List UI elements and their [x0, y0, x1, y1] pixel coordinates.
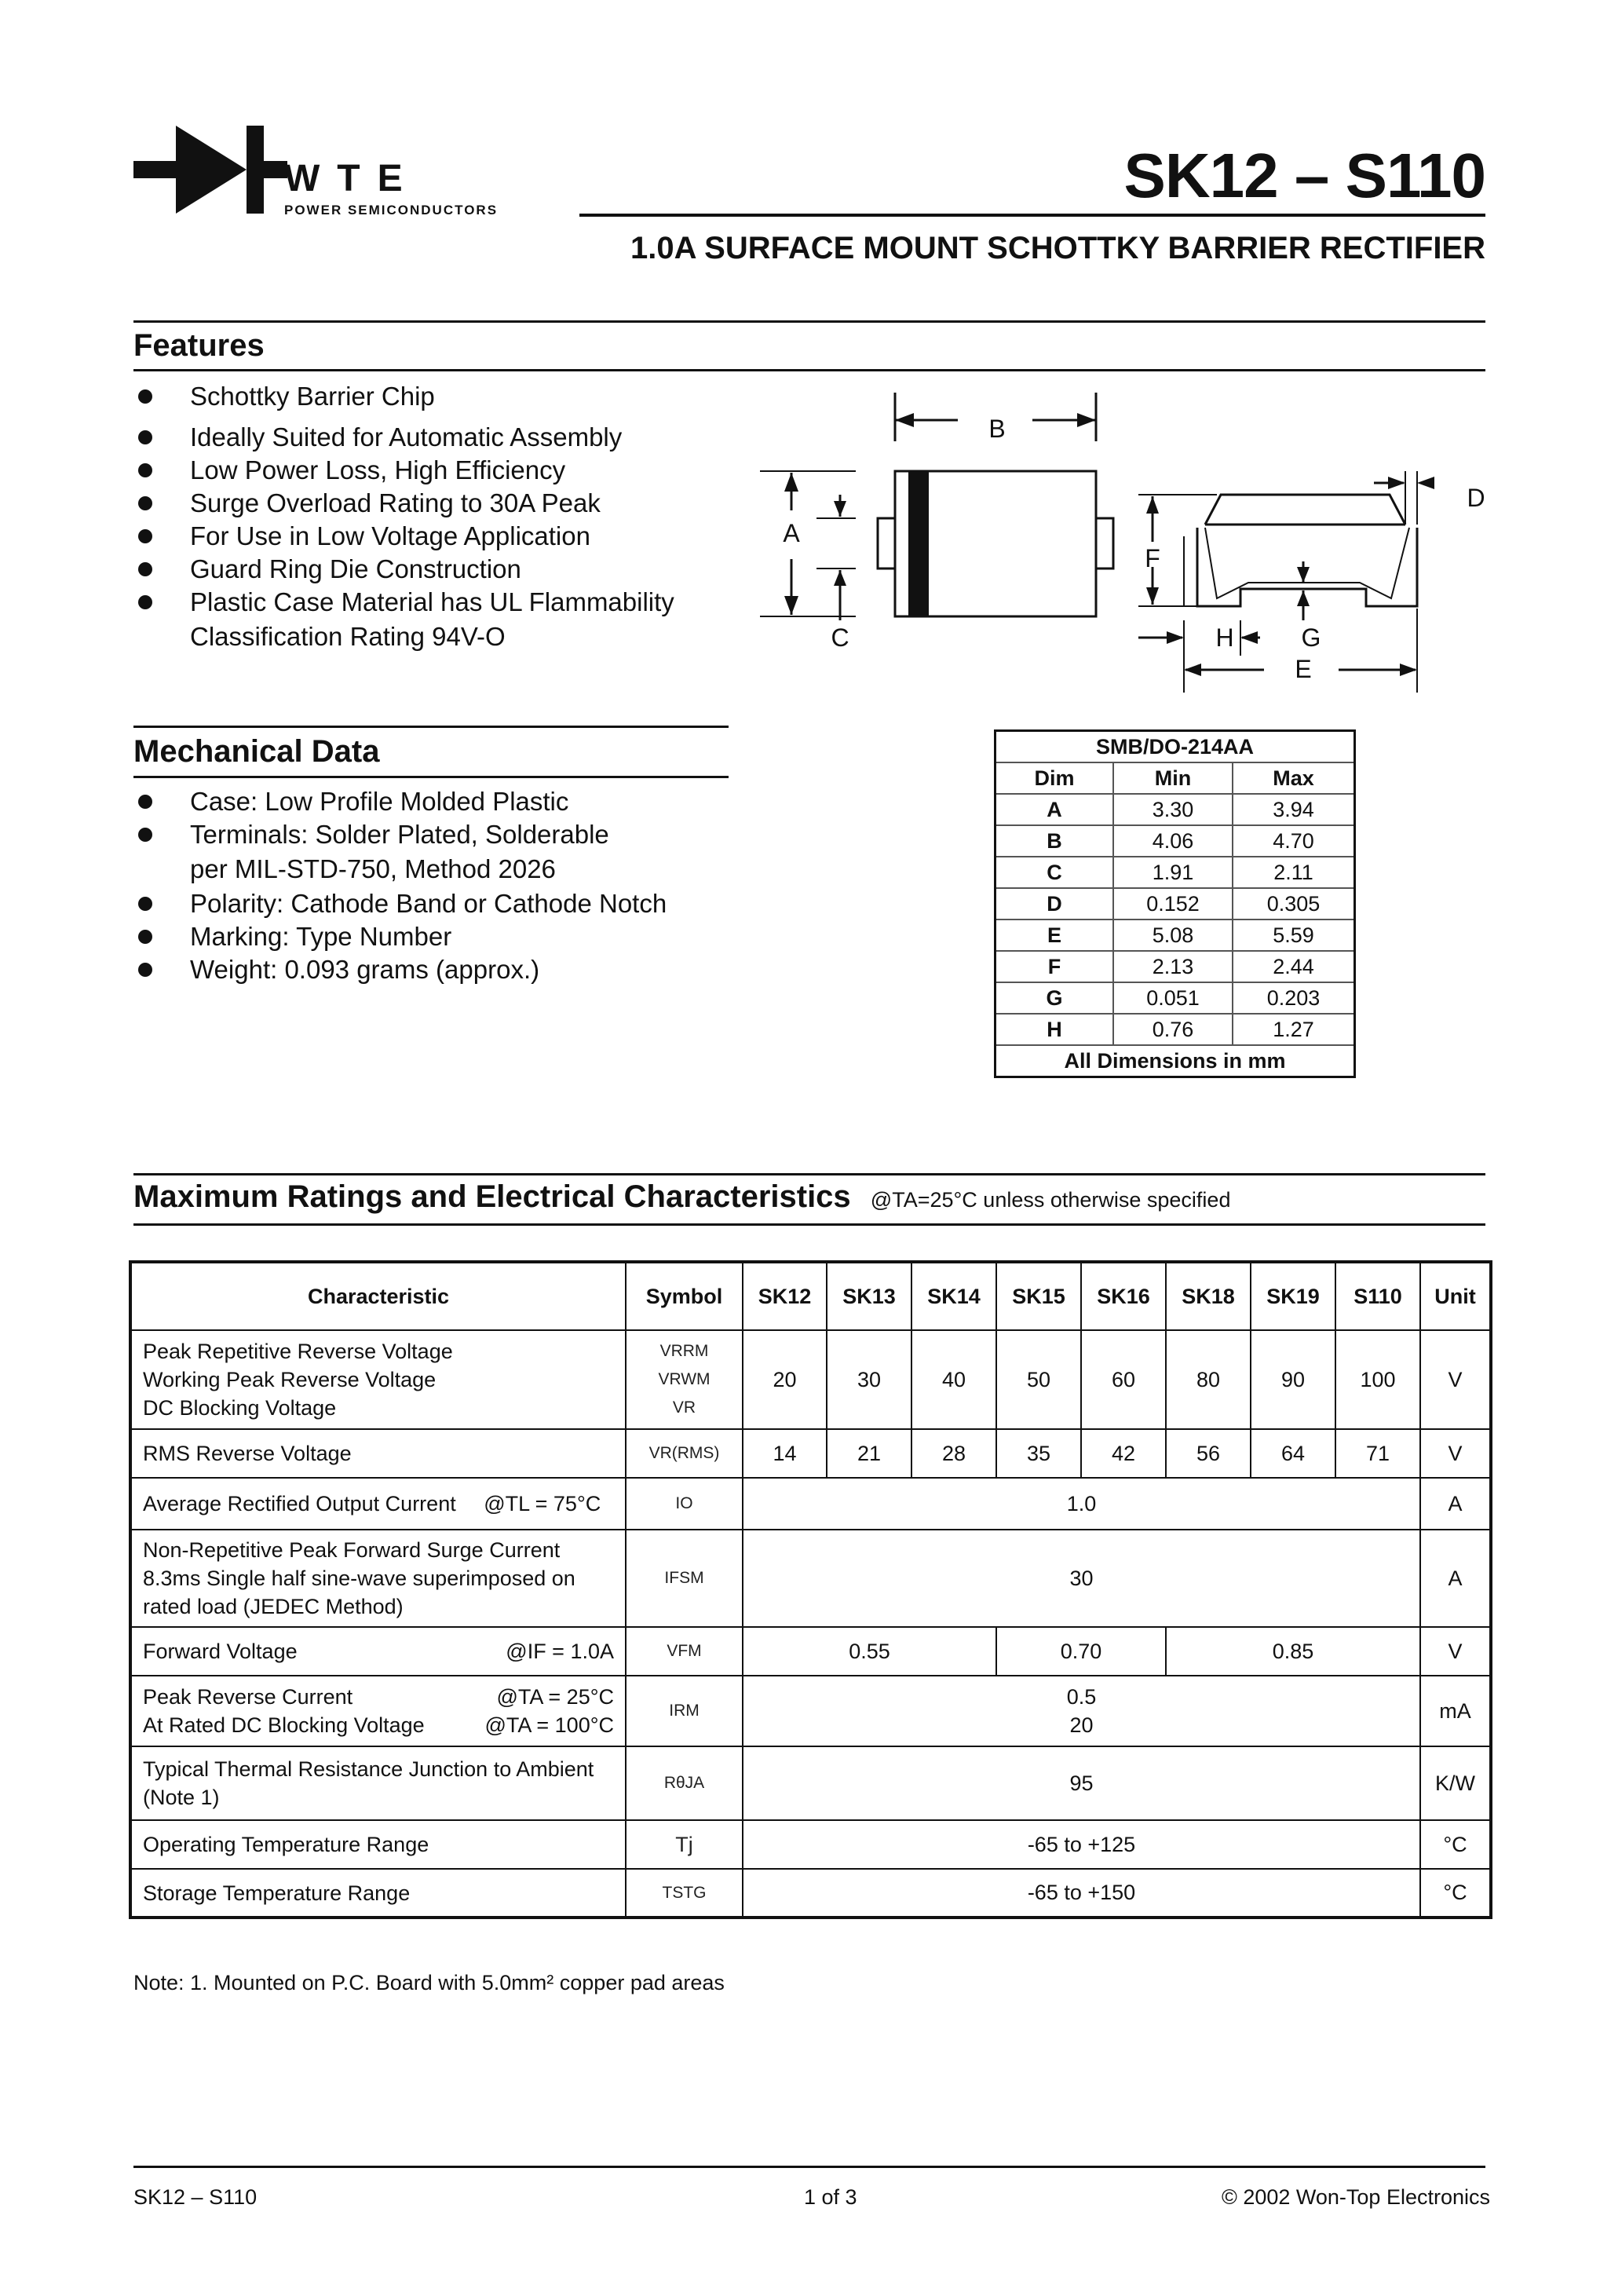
- max-header: Max: [1233, 762, 1355, 794]
- value-cell: 64: [1251, 1429, 1335, 1478]
- feature-item: For Use in Low Voltage Application: [133, 520, 674, 553]
- value-cell: 20: [743, 1330, 827, 1429]
- dim-cell: A: [995, 794, 1114, 825]
- package-name: SMB/DO-214AA: [995, 731, 1355, 763]
- table-row: [995, 919, 1355, 951]
- lead-left: [878, 518, 895, 569]
- value-cell: -65 to +150: [743, 1869, 1420, 1918]
- characteristic-cell: [130, 1627, 626, 1676]
- features-rule-bottom: [133, 369, 1485, 371]
- mechanical-item: Terminals: Solder Plated, Solderable: [133, 818, 609, 851]
- char-text: Average Rectified Output Current: [143, 1492, 456, 1515]
- dim-label-e: E: [1295, 655, 1312, 683]
- table-row: [130, 1429, 1491, 1478]
- condition-text: @TA = 25°C: [496, 1685, 614, 1709]
- dim-label-c: C: [831, 623, 849, 652]
- ratings-header-row: [130, 1262, 1491, 1330]
- mechanical-rule-top: [133, 726, 729, 728]
- value-cell: -65 to +125: [743, 1820, 1420, 1869]
- max-cell: 4.70: [1233, 825, 1355, 857]
- max-cell: 1.27: [1233, 1014, 1355, 1045]
- value-cell: 14: [743, 1429, 827, 1478]
- footer-rule: [133, 2166, 1485, 2168]
- dim-cell: F: [995, 951, 1114, 982]
- table-row: [995, 794, 1355, 825]
- dimension-table: [994, 729, 1356, 1078]
- value-cell: 35: [996, 1429, 1081, 1478]
- value-cell: 21: [827, 1429, 911, 1478]
- document-subtitle: 1.0A SURFACE MOUNT SCHOTTKY BARRIER RECTIFIER: [630, 231, 1485, 265]
- table-row: [995, 888, 1355, 919]
- unit-cell: mA: [1420, 1676, 1491, 1746]
- unit-cell: A: [1420, 1478, 1491, 1530]
- mechanical-item: Marking: Type Number: [133, 920, 667, 953]
- unit-cell: V: [1420, 1429, 1491, 1478]
- unit-cell: °C: [1420, 1820, 1491, 1869]
- dim-label-a: A: [783, 519, 800, 547]
- dim-cell: G: [995, 982, 1114, 1014]
- value-cell: 95: [743, 1746, 1420, 1820]
- unit-cell: V: [1420, 1627, 1491, 1676]
- document-title: SK12 – S110: [1123, 141, 1485, 210]
- condition-text: @TL = 75°C: [484, 1492, 601, 1515]
- table-row: [130, 1820, 1491, 1869]
- value-line: 0.5: [1066, 1685, 1097, 1709]
- min-cell: 0.152: [1113, 888, 1233, 919]
- characteristic-cell: [130, 1746, 626, 1820]
- characteristic-cell: [130, 1330, 626, 1429]
- logo-tagline: POWER SEMICONDUCTORS: [284, 203, 499, 218]
- min-cell: 4.06: [1113, 825, 1233, 857]
- feature-item: Schottky Barrier Chip: [133, 380, 674, 413]
- min-cell: 0.051: [1113, 982, 1233, 1014]
- features-heading: Features: [133, 328, 265, 363]
- package-outline-diagram: [746, 385, 1500, 707]
- dim-header: Dim: [995, 762, 1114, 794]
- table-row: [995, 825, 1355, 857]
- table-row: [130, 1330, 1491, 1429]
- value-cell: 28: [911, 1429, 996, 1478]
- char-line: DC Blocking Voltage: [143, 1396, 337, 1420]
- symbol-line: VRRM: [659, 1342, 709, 1360]
- symbol-cell: VR(RMS): [626, 1429, 743, 1478]
- table-row: [130, 1530, 1491, 1627]
- ratings-condition: @TA=25°C unless otherwise specified: [870, 1188, 1231, 1212]
- symbol-cell: IRM: [626, 1676, 743, 1746]
- unit-cell: V: [1420, 1330, 1491, 1429]
- package-body-side-view: [1205, 495, 1405, 525]
- title-rule: [579, 214, 1485, 217]
- max-cell: 2.44: [1233, 951, 1355, 982]
- dim-cell: D: [995, 888, 1114, 919]
- table-row: [130, 1869, 1491, 1918]
- dim-label-g: G: [1301, 623, 1321, 652]
- min-cell: 3.30: [1113, 794, 1233, 825]
- features-rule-top: [133, 320, 1485, 323]
- col-symbol: Symbol: [626, 1262, 743, 1330]
- mechanical-rule-bottom: [133, 776, 729, 778]
- value-cell: 1.0: [743, 1478, 1420, 1530]
- characteristic-cell: RMS Reverse Voltage: [130, 1429, 626, 1478]
- symbol-cell: IFSM: [626, 1530, 743, 1627]
- char-line: (Note 1): [143, 1786, 220, 1809]
- ratings-heading: Maximum Ratings and Electrical Characteristics: [133, 1179, 851, 1214]
- dim-cell: C: [995, 857, 1114, 888]
- value-cell: 30: [827, 1330, 911, 1429]
- table-row: [130, 1478, 1491, 1530]
- symbol-cell: RθJA: [626, 1746, 743, 1820]
- value-cell: 42: [1081, 1429, 1166, 1478]
- unit-cell: A: [1420, 1530, 1491, 1627]
- table-row: [130, 1746, 1491, 1820]
- characteristic-cell: Operating Temperature Range: [130, 1820, 626, 1869]
- feature-item: Plastic Case Material has UL Flammability: [133, 586, 674, 619]
- char-line: 8.3ms Single half sine-wave superimposed on: [143, 1567, 575, 1590]
- col-sk16: SK16: [1081, 1262, 1166, 1330]
- max-cell: 5.59: [1233, 919, 1355, 951]
- col-sk15: SK15: [996, 1262, 1081, 1330]
- dim-label-h: H: [1215, 623, 1234, 652]
- cathode-band: [908, 471, 929, 616]
- char-line: Non-Repetitive Peak Forward Surge Current: [143, 1538, 561, 1562]
- symbol-line: VR: [672, 1398, 696, 1417]
- characteristic-cell: Storage Temperature Range: [130, 1869, 626, 1918]
- value-cell: 0.55: [743, 1627, 996, 1676]
- value-cell: 0.85: [1166, 1627, 1420, 1676]
- char-text: Peak Reverse Current: [143, 1685, 353, 1709]
- min-cell: 1.91: [1113, 857, 1233, 888]
- footer-page-number: 1 of 3: [804, 2185, 857, 2209]
- mechanical-list-cont: [133, 887, 667, 986]
- col-unit: Unit: [1420, 1262, 1491, 1330]
- mechanical-item: Weight: 0.093 grams (approx.): [133, 953, 667, 986]
- condition-text: @IF = 1.0A: [506, 1640, 614, 1663]
- max-cell: 2.11: [1233, 857, 1355, 888]
- ratings-rule-bottom: [133, 1223, 1485, 1226]
- value-cell: 80: [1166, 1330, 1251, 1429]
- ratings-rule-top: [133, 1173, 1485, 1175]
- col-sk13: SK13: [827, 1262, 911, 1330]
- logo-wordmark: WTE: [284, 158, 420, 199]
- char-text: At Rated DC Blocking Voltage: [143, 1713, 425, 1737]
- footer-part-number: SK12 – S110: [133, 2185, 258, 2209]
- symbol-line: VRWM: [658, 1370, 711, 1388]
- symbol-cell: TSTG: [626, 1869, 743, 1918]
- col-s110: S110: [1335, 1262, 1420, 1330]
- char-line: rated load (JEDEC Method): [143, 1595, 404, 1618]
- value-cell: 100: [1335, 1330, 1420, 1429]
- value-cell: 56: [1166, 1429, 1251, 1478]
- max-cell: 0.203: [1233, 982, 1355, 1014]
- wte-logo: [130, 118, 287, 228]
- value-cell: [743, 1676, 1420, 1746]
- mechanical-item: Case: Low Profile Molded Plastic: [133, 785, 609, 818]
- dim-cell: B: [995, 825, 1114, 857]
- table-row: [130, 1676, 1491, 1746]
- min-cell: 0.76: [1113, 1014, 1233, 1045]
- symbol-cell: [626, 1330, 743, 1429]
- footer-copyright: © 2002 Won-Top Electronics: [1221, 2185, 1490, 2209]
- value-cell: 0.70: [996, 1627, 1166, 1676]
- dim-label-f: F: [1145, 544, 1160, 572]
- min-cell: 2.13: [1113, 951, 1233, 982]
- feature-item: Surge Overload Rating to 30A Peak: [133, 487, 674, 520]
- ratings-heading-wrap: [133, 1179, 1230, 1215]
- col-characteristic: Characteristic: [130, 1262, 626, 1330]
- characteristic-cell: [130, 1676, 626, 1746]
- characteristic-cell: [130, 1530, 626, 1627]
- table-row: [995, 951, 1355, 982]
- value-line: 20: [1069, 1713, 1094, 1737]
- feature-item-continuation: Classification Rating 94V-O: [190, 622, 506, 651]
- min-cell: 5.08: [1113, 919, 1233, 951]
- max-cell: 3.94: [1233, 794, 1355, 825]
- feature-item: Ideally Suited for Automatic Assembly: [133, 421, 674, 454]
- col-sk12: SK12: [743, 1262, 827, 1330]
- unit-cell: K/W: [1420, 1746, 1491, 1820]
- mechanical-heading: Mechanical Data: [133, 734, 380, 769]
- dim-cell: H: [995, 1014, 1114, 1045]
- mechanical-item-continuation: per MIL-STD-750, Method 2026: [190, 854, 556, 883]
- char-text: Forward Voltage: [143, 1640, 298, 1663]
- char-line: Typical Thermal Resistance Junction to Ambient: [143, 1757, 594, 1781]
- max-cell: 0.305: [1233, 888, 1355, 919]
- char-line: Working Peak Reverse Voltage: [143, 1368, 437, 1391]
- dim-cell: E: [995, 919, 1114, 951]
- col-sk14: SK14: [911, 1262, 996, 1330]
- features-list: [133, 380, 674, 619]
- table-row: [995, 982, 1355, 1014]
- condition-text: @TA = 100°C: [484, 1713, 614, 1737]
- table-row: [995, 1014, 1355, 1045]
- col-sk18: SK18: [1166, 1262, 1251, 1330]
- table-row: [995, 857, 1355, 888]
- table-row: [130, 1627, 1491, 1676]
- symbol-cell: IO: [626, 1478, 743, 1530]
- mechanical-item: Polarity: Cathode Band or Cathode Notch: [133, 887, 667, 920]
- characteristic-cell: [130, 1478, 626, 1530]
- value-cell: 60: [1081, 1330, 1166, 1429]
- feature-item: Guard Ring Die Construction: [133, 553, 674, 586]
- symbol-cell: VFM: [626, 1627, 743, 1676]
- char-line: Peak Repetitive Reverse Voltage: [143, 1340, 453, 1363]
- value-cell: 50: [996, 1330, 1081, 1429]
- value-cell: 30: [743, 1530, 1420, 1627]
- dim-label-b: B: [988, 415, 1006, 443]
- feature-item: Low Power Loss, High Efficiency: [133, 454, 674, 487]
- ratings-table: [129, 1260, 1492, 1919]
- lead-right: [1096, 518, 1113, 569]
- value-cell: 90: [1251, 1330, 1335, 1429]
- dim-label-d: D: [1467, 484, 1485, 512]
- mechanical-list: [133, 785, 609, 851]
- symbol-cell: Tj: [626, 1820, 743, 1869]
- value-cell: 40: [911, 1330, 996, 1429]
- unit-cell: °C: [1420, 1869, 1491, 1918]
- dimension-units-note: All Dimensions in mm: [995, 1045, 1355, 1077]
- value-cell: 71: [1335, 1429, 1420, 1478]
- min-header: Min: [1113, 762, 1233, 794]
- col-sk19: SK19: [1251, 1262, 1335, 1330]
- table-note: Note: 1. Mounted on P.C. Board with 5.0mm² copper pad areas: [133, 1971, 725, 1994]
